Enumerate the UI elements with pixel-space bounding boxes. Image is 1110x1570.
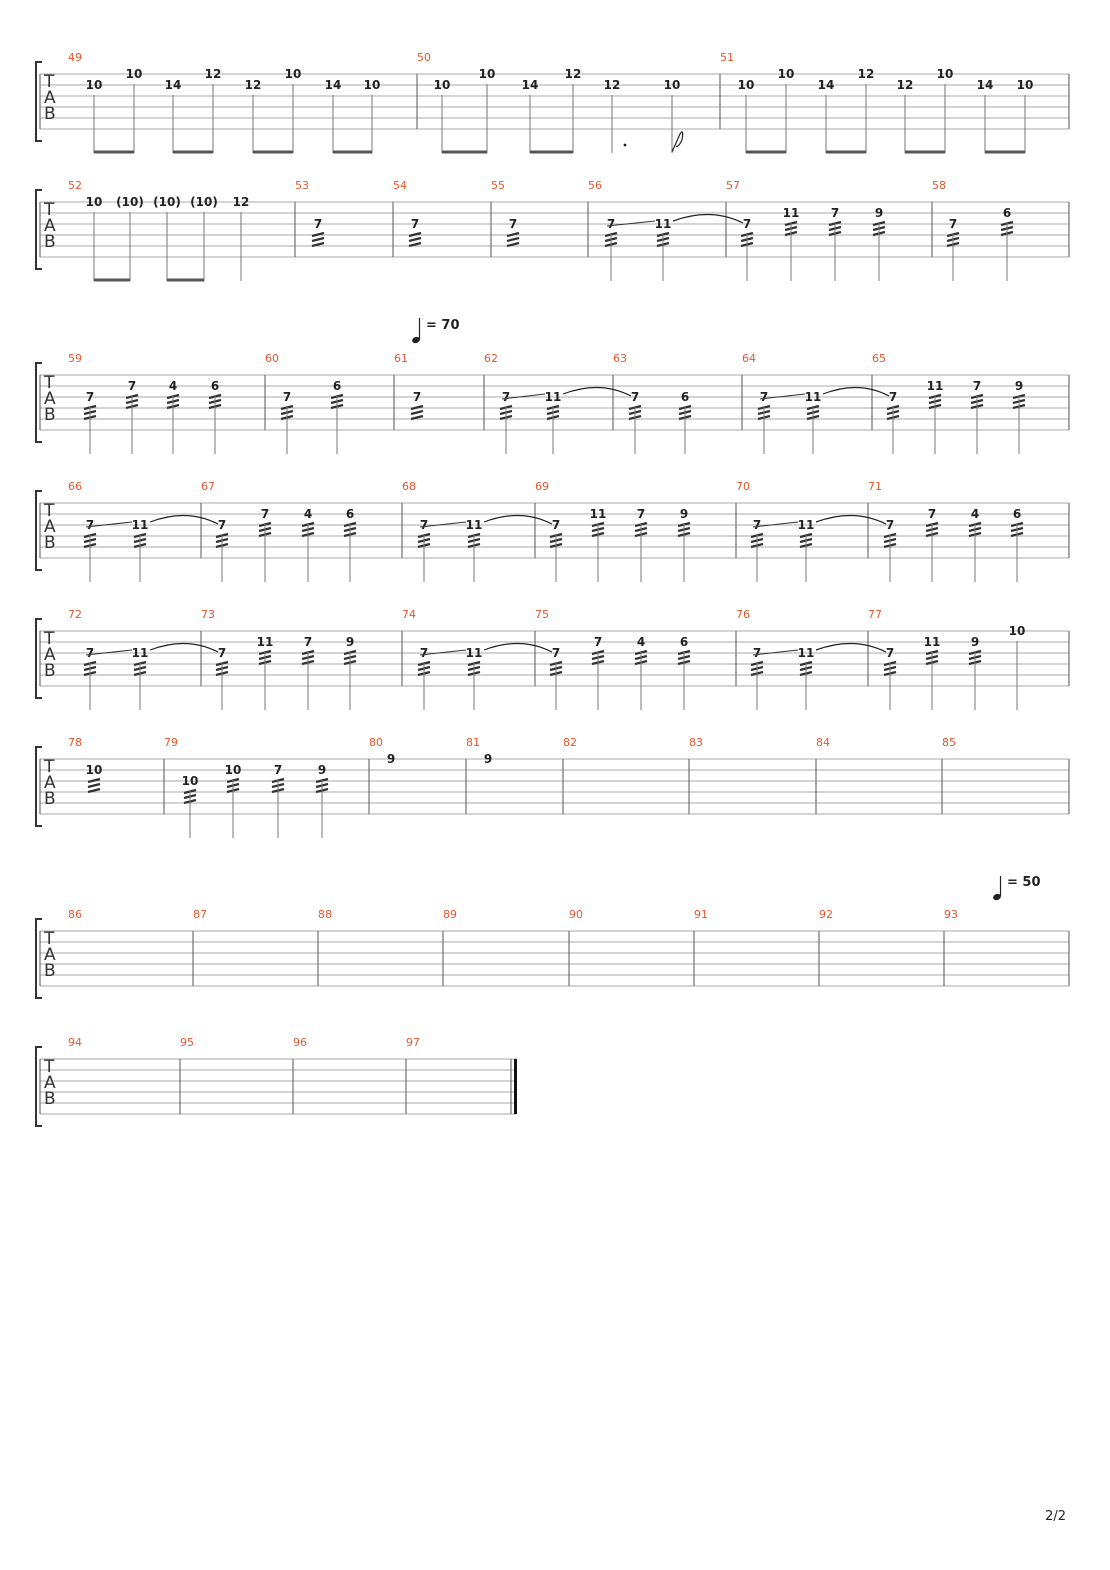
fret-number: 11 bbox=[782, 206, 800, 220]
fret-number: 6 bbox=[680, 390, 690, 404]
fret-number: 6 bbox=[1002, 206, 1012, 220]
tab-clef-letter: A bbox=[44, 645, 56, 665]
measure-number: 63 bbox=[613, 352, 627, 365]
measure-number: 60 bbox=[265, 352, 279, 365]
fret-number: 10 bbox=[85, 763, 103, 777]
fret-number: 9 bbox=[1014, 379, 1024, 393]
fret-number: 7 bbox=[972, 379, 982, 393]
fret-number: 7 bbox=[303, 635, 313, 649]
measure-number: 70 bbox=[736, 480, 750, 493]
fret-number: 12 bbox=[564, 67, 582, 81]
fret-number: 6 bbox=[332, 379, 342, 393]
fret-number: 7 bbox=[927, 507, 937, 521]
fret-number: 12 bbox=[244, 78, 262, 92]
fret-number: 10 bbox=[224, 763, 242, 777]
fret-number: 7 bbox=[551, 518, 561, 532]
tab-clef-letter: B bbox=[44, 661, 56, 681]
measure-number: 57 bbox=[726, 179, 740, 192]
tempo-mark bbox=[411, 318, 459, 344]
tab-clef-letter: A bbox=[44, 1073, 56, 1093]
fret-number: 7 bbox=[217, 518, 227, 532]
fret-number: 10 bbox=[284, 67, 302, 81]
fret-number: 7 bbox=[885, 518, 895, 532]
tab-system bbox=[36, 908, 1069, 998]
fret-number: 7 bbox=[260, 507, 270, 521]
measure-number: 49 bbox=[68, 51, 82, 64]
fret-number: 9 bbox=[874, 206, 884, 220]
measure-number: 95 bbox=[180, 1036, 194, 1049]
fret-number: 9 bbox=[345, 635, 355, 649]
measure-number: 97 bbox=[406, 1036, 420, 1049]
fret-number: 9 bbox=[483, 752, 493, 766]
measure-number: 79 bbox=[164, 736, 178, 749]
tremolo-stroke bbox=[411, 406, 423, 409]
measure-number: 81 bbox=[466, 736, 480, 749]
dotted-rest-dot bbox=[624, 144, 627, 147]
tempo-mark bbox=[992, 875, 1040, 901]
measure-number: 74 bbox=[402, 608, 416, 621]
fret-number: (10) bbox=[153, 195, 181, 209]
fret-number: 11 bbox=[804, 390, 822, 404]
fret-number: 10 bbox=[85, 195, 103, 209]
tie-arc bbox=[816, 515, 886, 524]
fret-number: 7 bbox=[410, 217, 420, 231]
eighth-rest-icon bbox=[672, 132, 683, 152]
fret-number: 4 bbox=[636, 635, 646, 649]
measure-number: 55 bbox=[491, 179, 505, 192]
fret-number: 11 bbox=[797, 646, 815, 660]
tempo-value: = 70 bbox=[426, 318, 460, 333]
tab-clef-letter: T bbox=[44, 757, 55, 777]
tie-arc bbox=[150, 515, 218, 524]
measure-number: 82 bbox=[563, 736, 577, 749]
fret-number: 7 bbox=[593, 635, 603, 649]
fret-number: (10) bbox=[190, 195, 218, 209]
tremolo-stroke bbox=[409, 233, 421, 236]
fret-number: 4 bbox=[168, 379, 178, 393]
fret-number: 10 bbox=[1016, 78, 1034, 92]
fret-number: 10 bbox=[663, 78, 681, 92]
tab-clef-letter: A bbox=[44, 216, 56, 236]
measure-number: 93 bbox=[944, 908, 958, 921]
fret-number: 7 bbox=[885, 646, 895, 660]
tab-clef-letter: A bbox=[44, 389, 56, 409]
tab-system bbox=[36, 480, 1069, 582]
measure-number: 51 bbox=[720, 51, 734, 64]
tab-clef-letter: T bbox=[44, 929, 55, 949]
tab-system bbox=[36, 1036, 517, 1126]
tab-clef-letter: A bbox=[44, 945, 56, 965]
measure-number: 85 bbox=[942, 736, 956, 749]
fret-number: 11 bbox=[544, 390, 562, 404]
tremolo-stroke bbox=[88, 784, 100, 787]
fret-number: 10 bbox=[1008, 624, 1026, 638]
measure-number: 59 bbox=[68, 352, 82, 365]
fret-number: 7 bbox=[85, 646, 95, 660]
measure-number: 72 bbox=[68, 608, 82, 621]
tremolo-stroke bbox=[409, 238, 421, 241]
fret-number: 4 bbox=[303, 507, 313, 521]
tremolo-stroke bbox=[507, 238, 519, 241]
tab-clef-letter: B bbox=[44, 961, 56, 981]
measure-number: 86 bbox=[68, 908, 82, 921]
tab-system bbox=[36, 51, 1069, 153]
fret-number: 7 bbox=[636, 507, 646, 521]
fret-number: 10 bbox=[125, 67, 143, 81]
tab-clef-letter: B bbox=[44, 533, 56, 553]
fret-number: 6 bbox=[679, 635, 689, 649]
fret-number: 14 bbox=[164, 78, 182, 92]
tab-clef-letter: B bbox=[44, 789, 56, 809]
fret-number: 7 bbox=[85, 390, 95, 404]
tab-clef-letter: T bbox=[44, 1057, 55, 1077]
fret-number: 7 bbox=[752, 518, 762, 532]
fret-number: 6 bbox=[1012, 507, 1022, 521]
measure-number: 58 bbox=[932, 179, 946, 192]
measure-number: 65 bbox=[872, 352, 886, 365]
fret-number: 14 bbox=[976, 78, 994, 92]
fret-number: 14 bbox=[817, 78, 835, 92]
fret-number: 11 bbox=[797, 518, 815, 532]
measure-number: 90 bbox=[569, 908, 583, 921]
tie-arc bbox=[150, 643, 218, 652]
fret-number: 14 bbox=[324, 78, 342, 92]
measure-number: 53 bbox=[295, 179, 309, 192]
fret-number: 4 bbox=[970, 507, 980, 521]
fret-number: 11 bbox=[256, 635, 274, 649]
fret-number: 10 bbox=[936, 67, 954, 81]
fret-number: 10 bbox=[433, 78, 451, 92]
tremolo-stroke bbox=[411, 411, 423, 414]
fret-number: 7 bbox=[752, 646, 762, 660]
fret-number: 7 bbox=[606, 217, 616, 231]
fret-number: 10 bbox=[85, 78, 103, 92]
fret-number: 12 bbox=[204, 67, 222, 81]
fret-number: 7 bbox=[85, 518, 95, 532]
measure-number: 89 bbox=[443, 908, 457, 921]
fret-number: 6 bbox=[345, 507, 355, 521]
fret-number: 7 bbox=[501, 390, 511, 404]
tremolo-stroke bbox=[312, 233, 324, 236]
measure-number: 78 bbox=[68, 736, 82, 749]
fret-number: 10 bbox=[181, 774, 199, 788]
measure-number: 83 bbox=[689, 736, 703, 749]
measure-number: 91 bbox=[694, 908, 708, 921]
fret-number: 7 bbox=[419, 646, 429, 660]
fret-number: 9 bbox=[317, 763, 327, 777]
fret-number: 11 bbox=[131, 646, 149, 660]
tab-clef-letter: A bbox=[44, 517, 56, 537]
tempo-value: = 50 bbox=[1007, 875, 1041, 890]
tab-system bbox=[36, 608, 1069, 710]
fret-number: 7 bbox=[630, 390, 640, 404]
tab-clef-letter: A bbox=[44, 773, 56, 793]
fret-number: 10 bbox=[478, 67, 496, 81]
tie-arc bbox=[484, 643, 552, 652]
tab-clef-letter: B bbox=[44, 1089, 56, 1109]
measure-number: 62 bbox=[484, 352, 498, 365]
tab-system bbox=[36, 736, 1069, 838]
measure-number: 84 bbox=[816, 736, 830, 749]
fret-number: 12 bbox=[232, 195, 250, 209]
fret-number: 7 bbox=[217, 646, 227, 660]
measure-number: 69 bbox=[535, 480, 549, 493]
fret-number: 7 bbox=[830, 206, 840, 220]
fret-number: 11 bbox=[465, 646, 483, 660]
fret-number: 11 bbox=[923, 635, 941, 649]
measure-number: 71 bbox=[868, 480, 882, 493]
measure-number: 76 bbox=[736, 608, 750, 621]
tab-clef-letter: B bbox=[44, 104, 56, 124]
tab-clef-letter: A bbox=[44, 88, 56, 108]
fret-number: 7 bbox=[948, 217, 958, 231]
measure-number: 52 bbox=[68, 179, 82, 192]
tie-arc bbox=[563, 387, 631, 396]
measure-number: 54 bbox=[393, 179, 407, 192]
tab-clef-letter: B bbox=[44, 232, 56, 252]
fret-number: 11 bbox=[926, 379, 944, 393]
final-barline-thick bbox=[514, 1059, 517, 1114]
fret-number: 9 bbox=[679, 507, 689, 521]
fret-number: 9 bbox=[970, 635, 980, 649]
tie-arc bbox=[816, 643, 886, 652]
measure-number: 68 bbox=[402, 480, 416, 493]
tab-clef-letter: T bbox=[44, 200, 55, 220]
measure-number: 73 bbox=[201, 608, 215, 621]
fret-number: 10 bbox=[737, 78, 755, 92]
fret-number: 7 bbox=[888, 390, 898, 404]
measure-number: 87 bbox=[193, 908, 207, 921]
fret-number: 7 bbox=[412, 390, 422, 404]
measure-number: 77 bbox=[868, 608, 882, 621]
fret-number: 7 bbox=[742, 217, 752, 231]
fret-number: 10 bbox=[363, 78, 381, 92]
tab-clef-letter: T bbox=[44, 72, 55, 92]
fret-number: 11 bbox=[654, 217, 672, 231]
tab-clef-letter: B bbox=[44, 405, 56, 425]
fret-number: 12 bbox=[896, 78, 914, 92]
fret-number: 7 bbox=[508, 217, 518, 231]
measure-number: 50 bbox=[417, 51, 431, 64]
tie-arc bbox=[673, 214, 743, 223]
measure-number: 96 bbox=[293, 1036, 307, 1049]
measure-number: 92 bbox=[819, 908, 833, 921]
tab-clef-letter: T bbox=[44, 501, 55, 521]
fret-number: 7 bbox=[282, 390, 292, 404]
measure-number: 94 bbox=[68, 1036, 82, 1049]
fret-number: 11 bbox=[465, 518, 483, 532]
fret-number: 7 bbox=[313, 217, 323, 231]
tremolo-stroke bbox=[88, 779, 100, 782]
fret-number: 7 bbox=[551, 646, 561, 660]
fret-number: 7 bbox=[759, 390, 769, 404]
tremolo-stroke bbox=[312, 238, 324, 241]
tremolo-stroke bbox=[507, 233, 519, 236]
measure-number: 64 bbox=[742, 352, 756, 365]
measure-number: 88 bbox=[318, 908, 332, 921]
fret-number: 14 bbox=[521, 78, 539, 92]
measure-number: 56 bbox=[588, 179, 602, 192]
tie-arc bbox=[484, 515, 552, 524]
fret-number: (10) bbox=[116, 195, 144, 209]
fret-number: 11 bbox=[131, 518, 149, 532]
measure-number: 80 bbox=[369, 736, 383, 749]
fret-number: 10 bbox=[777, 67, 795, 81]
tie-arc bbox=[823, 387, 889, 396]
tab-clef-letter: T bbox=[44, 629, 55, 649]
measure-number: 66 bbox=[68, 480, 82, 493]
fret-number: 7 bbox=[127, 379, 137, 393]
fret-number: 7 bbox=[273, 763, 283, 777]
measure-number: 75 bbox=[535, 608, 549, 621]
fret-number: 11 bbox=[589, 507, 607, 521]
fret-number: 12 bbox=[857, 67, 875, 81]
fret-number: 7 bbox=[419, 518, 429, 532]
measure-number: 67 bbox=[201, 480, 215, 493]
measure-number: 61 bbox=[394, 352, 408, 365]
fret-number: 12 bbox=[603, 78, 621, 92]
fret-number: 9 bbox=[386, 752, 396, 766]
tab-clef-letter: T bbox=[44, 373, 55, 393]
tab-system bbox=[36, 352, 1069, 454]
fret-number: 6 bbox=[210, 379, 220, 393]
tab-system bbox=[36, 179, 1069, 281]
page-number: 2/2 bbox=[1045, 1509, 1066, 1524]
